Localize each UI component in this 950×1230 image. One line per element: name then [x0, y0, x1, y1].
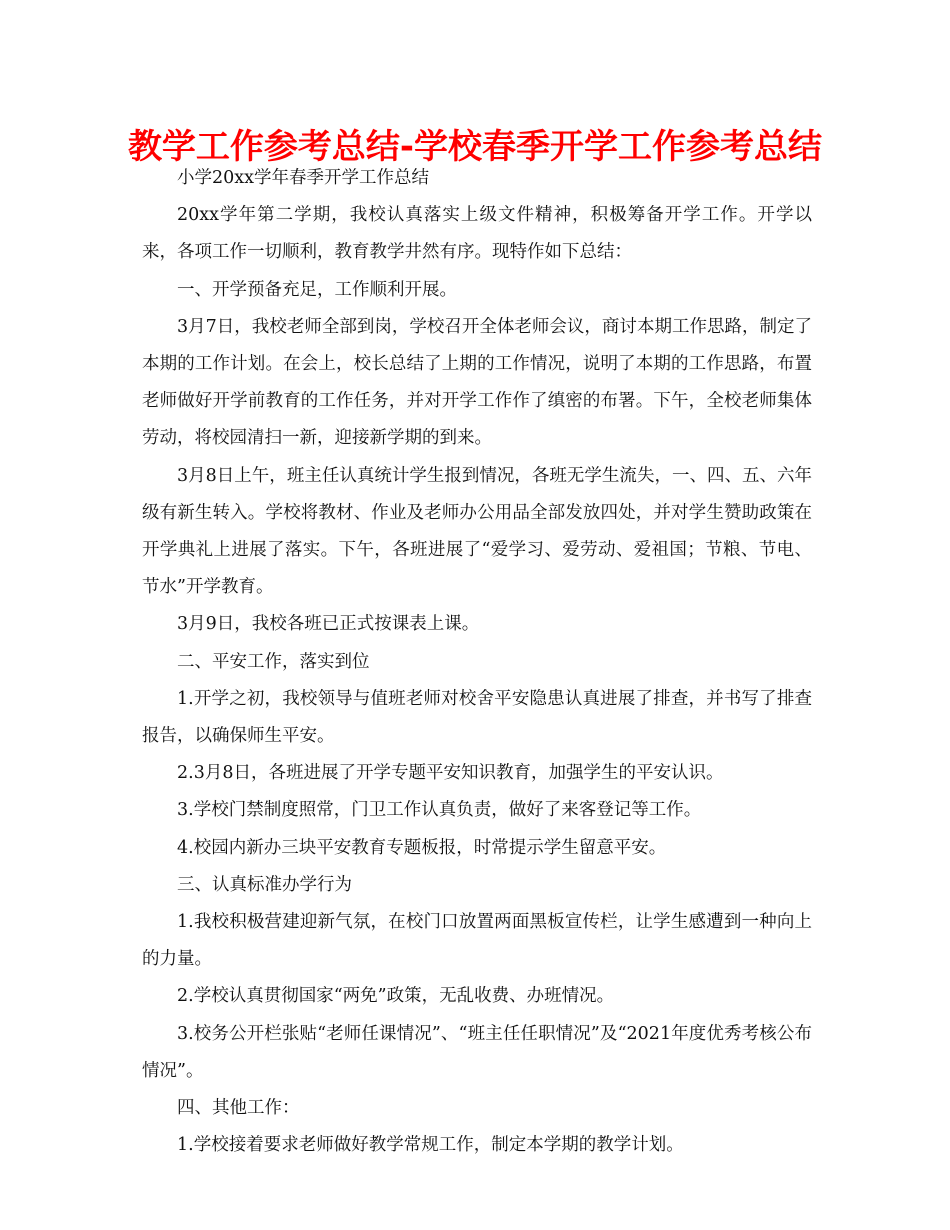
paragraph: 3月7日，我校老师全部到岗，学校召开全体老师会议，商讨本期工作思路，制定了本期的工作计划。在会上，校长总结了上期的工作情况，说明了本期的工作思路，布置老师做好开学前教育的工作任务，并对开学工作作了缜密的布署。下午，全校老师集体劳动，将校园清扫一新，迎接新学期的到来。	[142, 316, 812, 449]
list-item: 4.校园内新办三块平安教育专题板报，时常提示学生留意平安。	[177, 837, 667, 858]
paragraph-subtitle: 小学20xx学年春季开学工作总结	[177, 168, 430, 188]
list-item: 1.开学之初，我校领导与值班老师对校舍平安隐患认真进展了排查，并书写了排查报告，以确保师生平安。	[142, 688, 812, 747]
list-item: 2.3月8日，各班进展了开学专题平安知识教育，加强学生的平安认识。	[177, 763, 724, 784]
list-item: 3.学校门禁制度照常，门卫工作认真负责，做好了来客登记等工作。	[177, 800, 702, 821]
list-item: 2.学校认真贯彻国家“两免”政策，无乱收费、办班情况。	[177, 986, 615, 1007]
section-heading-3: 三、认真标准办学行为	[177, 874, 352, 895]
section-heading-1: 一、开学预备充足，工作顺利开展。	[177, 279, 457, 300]
document-body	[142, 160, 812, 1164]
paragraph: 3月9日，我校各班已正式按课表上课。	[177, 614, 480, 635]
list-item: 1.学校接着要求老师做好教学常规工作，制定本学期的教学计划。	[177, 1135, 684, 1156]
list-item: 1.我校积极营建迎新气氛，在校门口放置两面黑板宣传栏，让学生感遭到一种向上的力量。	[142, 912, 812, 970]
section-heading-2: 二、平安工作，落实到位	[177, 651, 370, 672]
list-item: 3.校务公开栏张贴“老师任课情况”、“班主任任职情况”及“2021年度优秀考核公布情况”。	[142, 1023, 812, 1081]
paragraph: 3月8日上午，班主任认真统计学生报到情况，各班无学生流失，一、四、五、六年级有新生转入。学校将教材、作业及老师办公用品全部发放四处，并对学生赞助政策在开学典礼上进展了落实。下午，各班进展了“爱学习、爱劳动、爱祖国；节粮、节电、节水”开学教育。	[142, 465, 812, 598]
section-heading-4: 四、其他工作：	[177, 1098, 300, 1119]
paragraph-intro: 20xx学年第二学期，我校认真落实上级文件精神，积极筹备开学工作。开学以来，各项工作一切顺利，教育教学井然有序。现特作如下总结：	[142, 205, 812, 263]
document-title: 教学工作参考总结-学校春季开学工作参考总结	[127, 127, 823, 167]
